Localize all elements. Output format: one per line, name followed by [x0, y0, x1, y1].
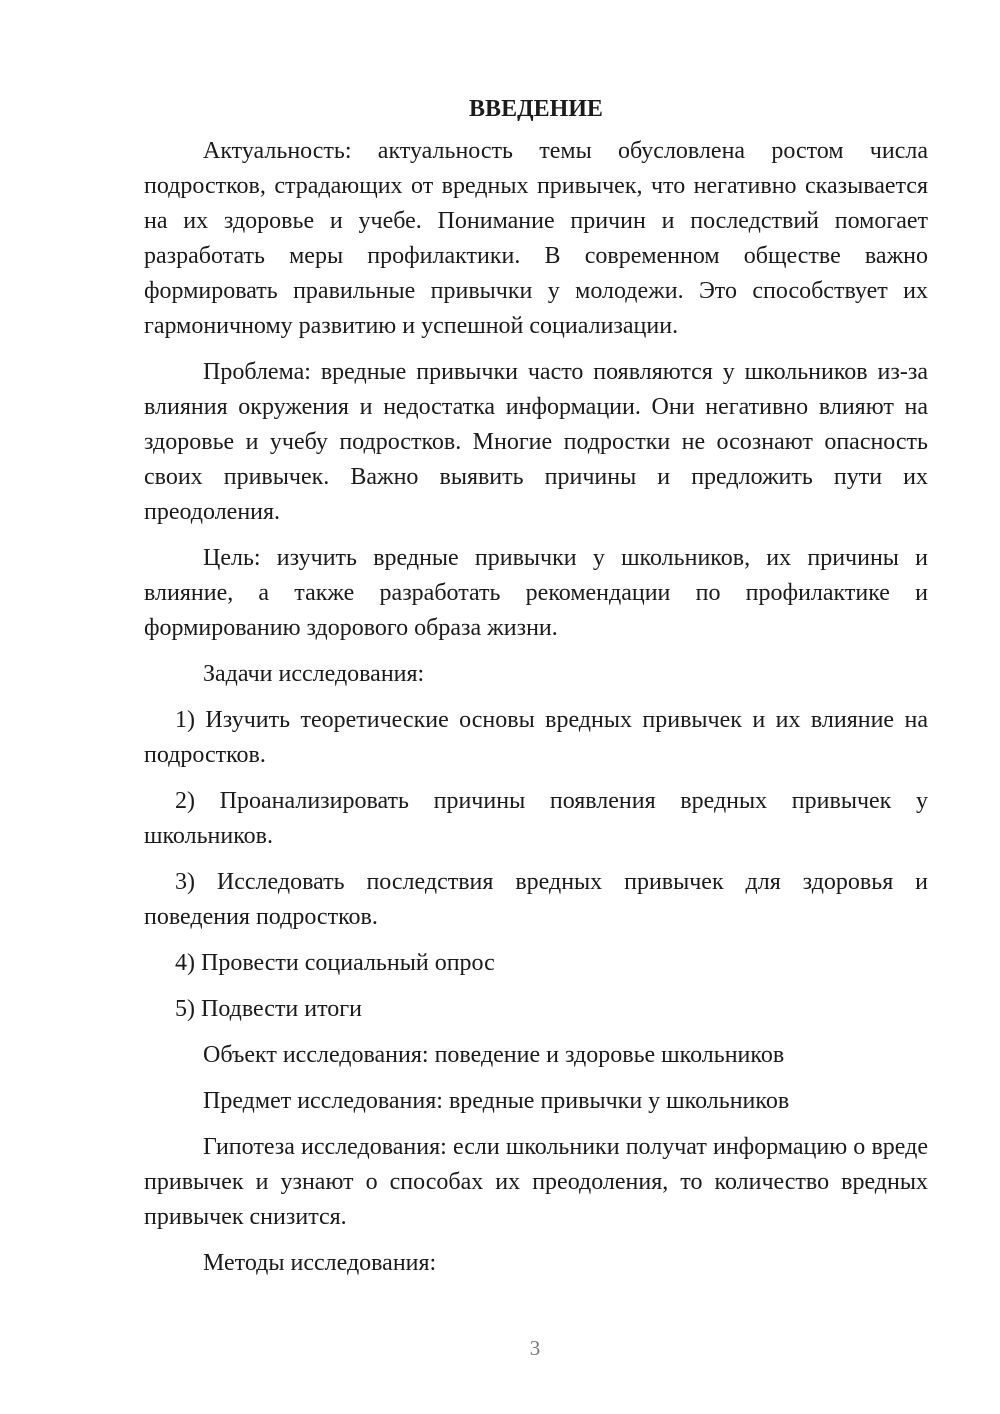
task-item-3: 3) Исследовать последствия вредных привычек для здоровья и поведения подростков. — [144, 869, 928, 930]
page-content — [144, 92, 928, 1292]
relevance-paragraph: Актуальность: актуальность темы обусловлена ростом числа подростков, страдающих от вредных привычек, что негативно сказывается на их здоровье и учебе. Понимание причин и последствий помогает разработать меры профилактики. В современном обществе важно формировать правильные привычки у молодежи. Это способствует их гармоничному развитию и успешной социализации. — [144, 138, 928, 339]
methods-heading: Методы исследования: — [203, 1250, 437, 1276]
task-item-1: 1) Изучить теоретические основы вредных привычек и их влияние на подростков. — [144, 707, 928, 768]
goal-paragraph: Цель: изучить вредные привычки у школьников, их причины и влияние, а также разработать рекомендации по профилактике и формированию здорового образа жизни. — [144, 545, 928, 641]
research-object: Объект исследования: поведение и здоровье школьников — [203, 1042, 785, 1068]
task-item-4: 4) Провести социальный опрос — [175, 950, 495, 976]
tasks-heading: Задачи исследования: — [203, 661, 425, 687]
research-subject: Предмет исследования: вредные привычки у школьников — [203, 1088, 790, 1114]
task-item-2: 2) Проанализировать причины появления вредных привычек у школьников. — [144, 788, 928, 849]
page-number: 3 — [529, 1336, 541, 1360]
task-item-5: 5) Подвести итоги — [175, 996, 362, 1022]
problem-paragraph: Проблема: вредные привычки часто появляются у школьников из-за влияния окружения и недостатка информации. Они негативно влияют на здоровье и учебу подростков. Многие подростки не осознают опасность своих привычек. Важно выявить причины и предложить пути их преодоления. — [144, 359, 928, 525]
section-heading: ВВЕДЕНИЕ — [469, 96, 603, 122]
research-hypothesis: Гипотеза исследования: если школьники получат информацию о вреде привычек и узнают о способах их преодоления, то количество вредных привычек снизится. — [144, 1134, 928, 1230]
